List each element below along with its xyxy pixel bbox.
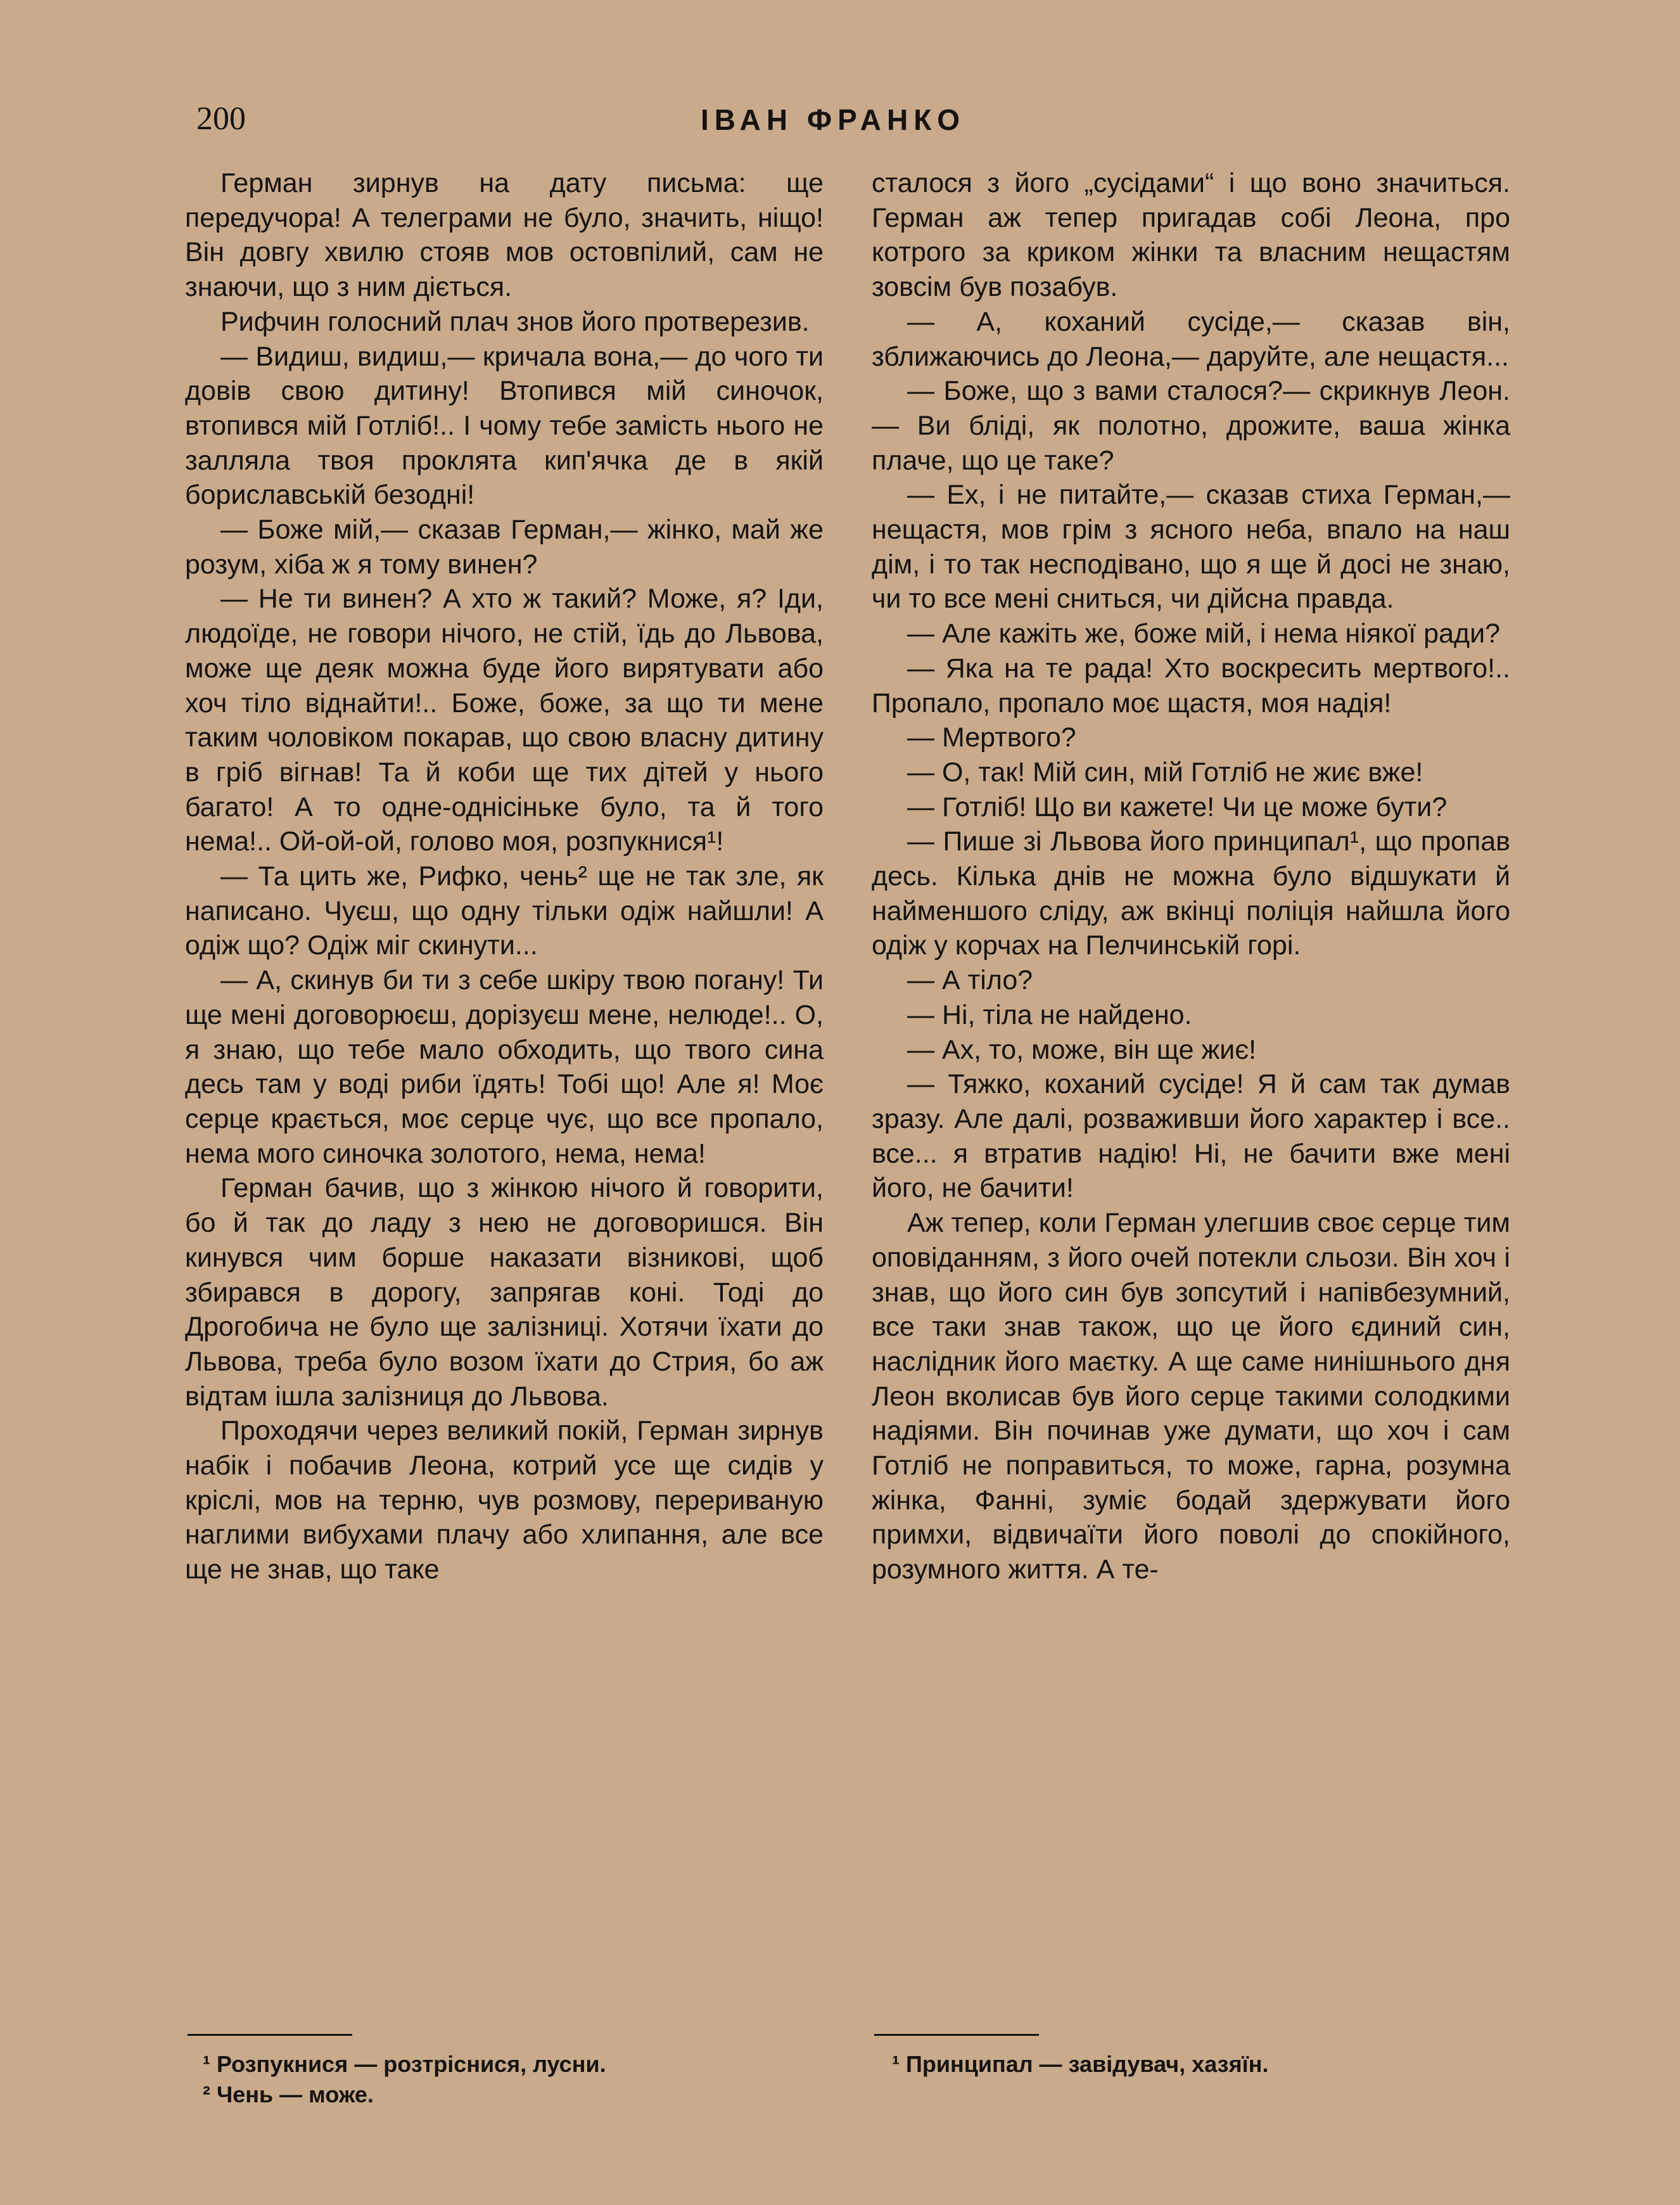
paragraph: — Боже, що з вами сталося?— скрикнув Леон.— Ви бліді, як полотно, дрожите, ваша жінка плаче, що це таке? xyxy=(872,376,1510,476)
footnote: ¹ Розпукнися — розтріснися, лусни. xyxy=(203,2051,606,2077)
page-number: 200 xyxy=(196,101,246,137)
paragraph: — Ех, і не питайте,— сказав стиха Герман,— нещастя, мов грім з ясного неба, впало на наш дім, і то так несподівано, що я ще й досі не знаю, чи то все мені сниться, чи дійсна правда. xyxy=(872,480,1510,615)
paragraph: Герман бачив, що з жінкою нічого й говорити, бо й так до ладу з нею не договоришся. Він кинувся чим борше наказати візникові, щоб збирався в дорогу, запрягав коні. Тоді до Дрогобича не було ще залізниці. Хотячи їхати до Львова, треба було возом їхати до Стрия, бо аж відтам ішла залізниця до Львова. xyxy=(185,1173,824,1412)
footnotes-left xyxy=(203,2049,841,2110)
footnote-divider xyxy=(874,2034,1039,2036)
paragraph: — Ах, то, може, він ще жиє! xyxy=(907,1034,1257,1065)
paragraph-continued: сталося з його „сусідами“ і що воно значиться. Герман аж тепер пригадав собі Леона, про котрого за криком жінки та власним нещастям зовсім був позабув. xyxy=(872,168,1510,303)
paragraph: — Пише зі Львова його принципал¹, що пропав десь. Кілька днів не можна було відшукати й найменшого сліду, аж вкінці поліція найшла його одіж у корчах на Пелчинській горі. xyxy=(872,826,1510,961)
footnote-divider xyxy=(188,2034,352,2036)
paragraph: — О, так! Мій син, мій Готліб не жиє вже! xyxy=(907,757,1423,788)
paragraph: Проходячи через великий покій, Герман зирнув набік і побачив Леона, котрий усе ще сидів у кріслі, мов на терню, чув розмову, перериваную наглими вибухами плачу або хлипання, але все ще не знав, що таке xyxy=(185,1416,824,1585)
paragraph: — А, коханий сусіде,— сказав він, зближаючись до Леона,— даруйте, але нещастя... xyxy=(872,306,1510,372)
paragraph: — Тяжко, коханий сусіде! Я й сам так думав зразу. Але далі, розваживши його характер і все.. все... я втратив надію! Ні, не бачити вже мені його, не бачити! xyxy=(872,1069,1510,1204)
paragraph: — Ні, тіла не найдено. xyxy=(907,999,1192,1030)
paragraph: — А, скинув би ти з себе шкіру твою погану! Ти ще мені договорюєш, дорізуєш мене, нелюде!.. О, я знаю, що тебе мало обходить, що твого сина десь там у воді риби їдять! Тобі що! Але я! Моє серце крається, моє серце чує, що все пропало, нема мого синочка золотого, нема, нема! xyxy=(185,965,824,1169)
page-header xyxy=(196,100,1470,144)
paragraph: — Яка на те рада! Хто воскресить мертвого!.. Пропало, пропало моє щастя, моя надія! xyxy=(872,653,1510,719)
paragraph: — Та цить же, Рифко, чень² ще не так зле, як написано. Чуєш, що одну тільки одіж найшли! А одіж що? Одіж міг скинути... xyxy=(185,861,824,961)
footnotes-right xyxy=(892,2049,1530,2080)
paragraph: — Але кажіть же, боже мій, і нема ніякої ради? xyxy=(907,618,1501,649)
paragraph: — Боже мій,— сказав Герман,— жінко, май же розум, хіба ж я тому винен? xyxy=(185,514,824,580)
footnote: ² Чень — може. xyxy=(203,2081,374,2107)
paragraph: — Готліб! Що ви кажете! Чи це може бути? xyxy=(907,791,1448,822)
paragraph: — Не ти винен? А хто ж такий? Може, я? Іди, людоїде, не говори нічого, не стій, їдь до Львова, може ще деяк можна буде його вирятувати або хоч тіло віднайти!.. Боже, боже, за що ти мене таким чоловіком покарав, що свою власну дитину в гріб вігнав! Та й коби ще тих дітей у нього багато! А то одне-однісіньке було, та й того нема!.. Ой-ой-ой, голово моя, розпукнися¹! xyxy=(185,584,824,857)
paragraph: — Видиш, видиш,— кричала вона,— до чого ти довів свою дитину! Втопився мій синочок, втопився мій Готліб!.. І чому тебе замість нього не залляла твоя проклята кип'ячка де в якій бориславській безодні! xyxy=(185,341,824,511)
right-column xyxy=(872,166,1510,1587)
left-column xyxy=(185,166,824,1587)
paragraph: Аж тепер, коли Герман улегшив своє серце тим оповіданням, з його очей потекли сльози. Він хоч і знав, що його син був зопсутий і напівбезумний, все таки знав також, що це його єдиний син, наслідник його маєтку. А ще саме нинішнього дня Леон вколисав був його серце такими солодкими надіями. Він починав уже думати, що хоч і сам Готліб не поправиться, то може, гарна, розумна жінка, Фанні, зуміє бодай здержувати його примхи, відвичаїти його поволі до спокійного, розумного життя. А те- xyxy=(872,1208,1510,1585)
running-head: ІВАН ФРАНКО xyxy=(700,103,966,136)
footnote: ¹ Принципал — завідувач, хазяїн. xyxy=(892,2051,1269,2077)
paragraph: Герман зирнув на дату письма: ще передучора! А телеграми не було, значить, ніщо! Він довгу хвилю стояв мов остовпілий, сам не знаючи, що з ним діється. xyxy=(185,168,824,303)
paragraph: — Мертвого? xyxy=(907,722,1076,753)
paragraph: Рифчин голосний плач знов його протверезив. xyxy=(220,306,810,337)
paragraph: — А тіло? xyxy=(907,965,1033,996)
